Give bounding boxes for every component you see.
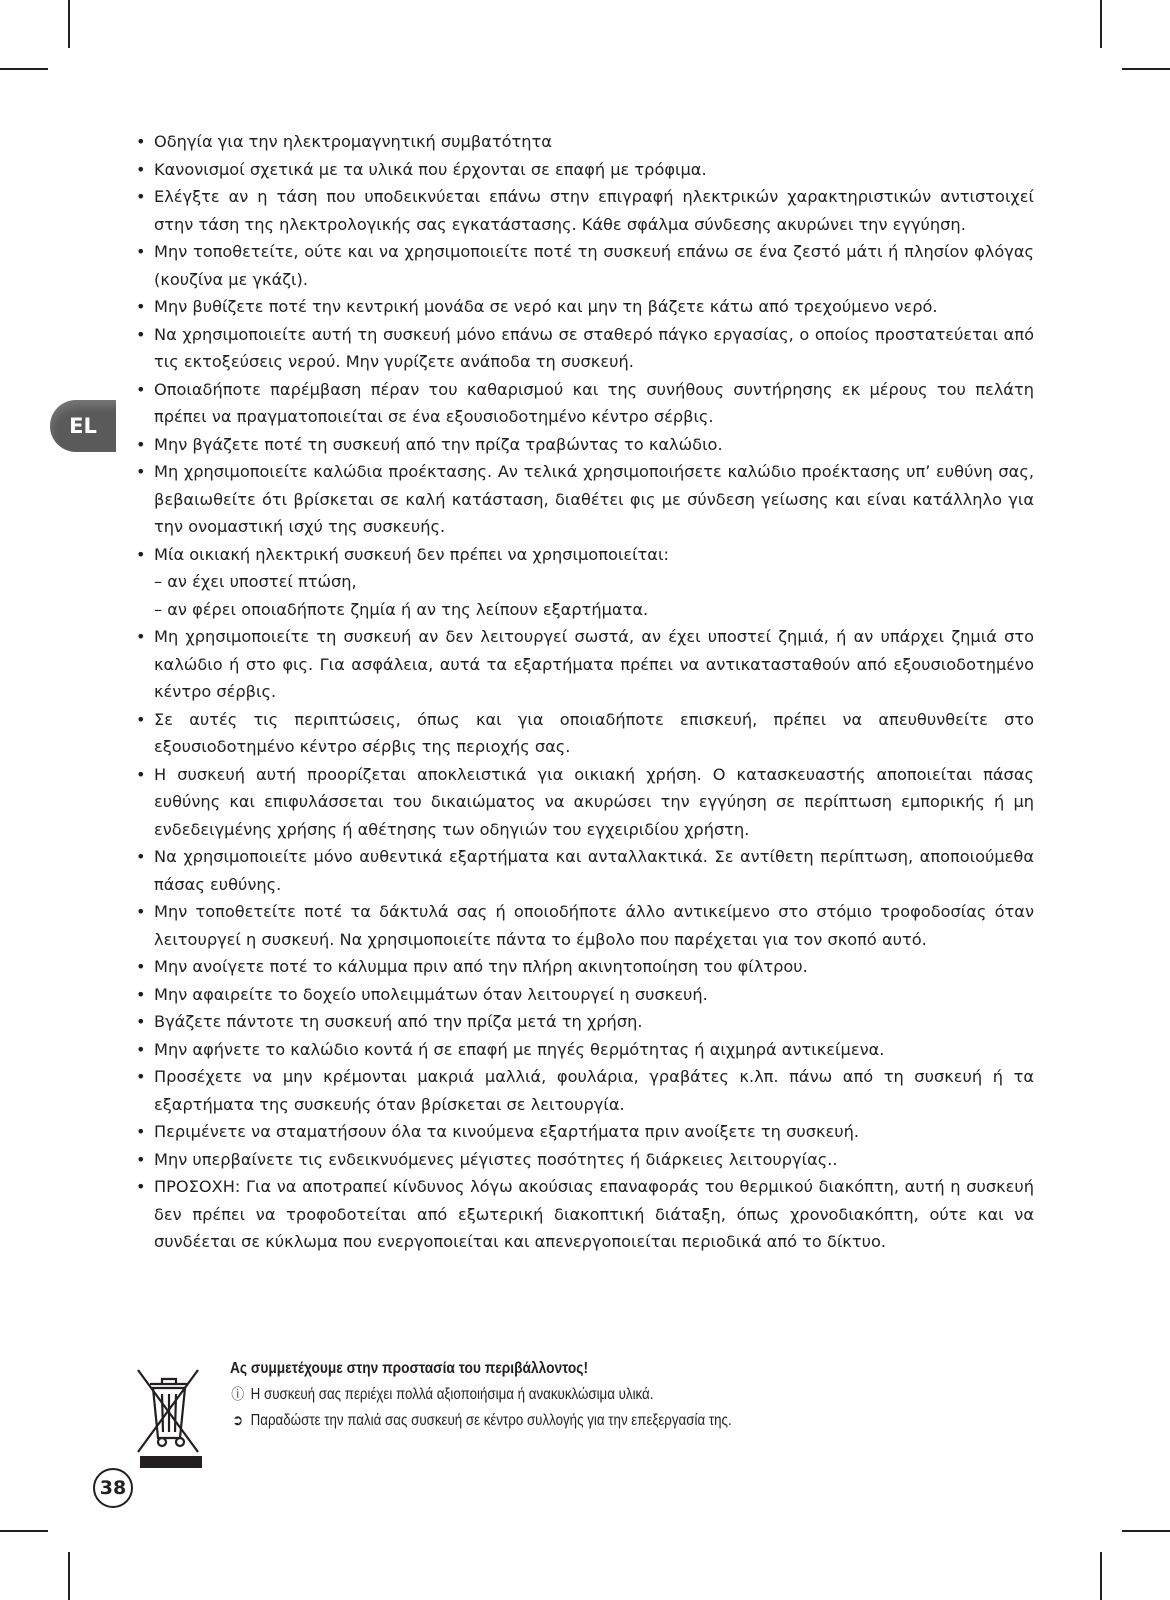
list-item: • Μην ανοίγετε ποτέ το κάλυμμα πριν από την πλήρη ακινητοποίηση του φίλτρου.: [132, 953, 1034, 981]
crop-mark: [1100, 0, 1102, 48]
bullet-list: [132, 128, 1034, 1256]
environment-title: Ας συμμετέχουμε στην προστασία του περιβάλλοντος!: [230, 1360, 589, 1377]
crop-mark: [0, 68, 48, 70]
environment-line: [230, 1382, 918, 1408]
list-item: • Μην τοποθετείτε ποτέ τα δάκτυλά σας ή οποιοδήποτε άλλο αντικείμενο στο στόμιο τροφοδοσίας όταν λειτουργεί η συσκευή. Να χρησιμοποιείτε πάντα το έμβολο που παρέχεται για τον σκοπό αυτό.: [132, 898, 1034, 953]
crop-mark: [0, 1530, 48, 1532]
list-item: • Βγάζετε πάντοτε τη συσκευή από την πρίζα μετά τη χρήση.: [132, 1008, 1034, 1036]
crop-mark: [1122, 68, 1170, 70]
list-item: • Μη χρησιμοποιείτε καλώδια προέκτασης. Αν τελικά χρησιμοποιήσετε καλώδιο προέκτασης υπ’ ευθύνη σας, βεβαιωθείτε ότι βρίσκεται σε καλή κατάσταση, διαθέτει φις με σύνδεση γείωσης και είναι κατάλληλο για την ονομαστική ισχύ της συσκευής.: [132, 458, 1034, 541]
crop-mark: [68, 0, 70, 48]
list-item: • Μην τοποθετείτε, ούτε και να χρησιμοποιείτε ποτέ τη συσκευή επάνω σε ένα ζεστό μάτι ή πλησίον φλόγας (κουζίνα με γκάζι).: [132, 238, 1034, 293]
list-item-intro: • Μία οικιακή ηλεκτρική συσκευή δεν πρέπει να χρησιμοποιείται:: [154, 544, 669, 564]
language-tab: [50, 400, 130, 452]
crossed-out-bin-icon: [132, 1356, 202, 1464]
environment-line-text: Η συσκευή σας περιέχει πολλά αξιοποιήσιμα ή ανακυκλώσιμα υλικά.: [250, 1386, 654, 1403]
list-item: • Περιμένετε να σταματήσουν όλα τα κινούμενα εξαρτήματα πριν ανοίξετε τη συσκευή.: [132, 1118, 1034, 1146]
environment-text: [230, 1356, 1030, 1434]
safety-instructions: [132, 128, 1034, 1256]
list-item: • Μην βυθίζετε ποτέ την κεντρική μονάδα σε νερό και μην τη βάζετε κάτω από τρεχούμενο νερό.: [132, 293, 1034, 321]
list-item: • Μην βγάζετε ποτέ τη συσκευή από την πρίζα τραβώντας το καλώδιο.: [132, 431, 1034, 459]
list-item: • Οδηγία για την ηλεκτρομαγνητική συμβατότητα: [132, 128, 1034, 156]
sub-item: – αν φέρει οποιαδήποτε ζημία ή αν της λείπουν εξαρτήματα.: [154, 599, 649, 619]
list-item: • Σε αυτές τις περιπτώσεις, όπως και για οποιαδήποτε επισκευή, πρέπει να απευθυνθείτε στο εξουσιοδοτημένο κέντρο σέρβις της περιοχής σας.: [132, 706, 1034, 761]
list-item: [132, 541, 1034, 624]
list-item: • Μη χρησιμοποιείτε τη συσκευή αν δεν λειτουργεί σωστά, αν έχει υποστεί ζημιά, ή αν υπάρχει ζημιά στο καλώδιο ή στο φις. Για ασφάλεια, αυτά τα εξαρτήματα πρέπει να αντικατασταθούν από εξουσιοδοτημένο κέντρο σέρβις.: [132, 623, 1034, 706]
info-circle-icon: ⓘ: [231, 1386, 245, 1403]
environment-line: [230, 1408, 918, 1434]
crop-mark: [1122, 1530, 1170, 1532]
environment-line-text: Παραδώστε την παλιά σας συσκευή σε κέντρο συλλογής για την επεξεργασία της.: [250, 1412, 732, 1429]
arrow-right-circle-icon: ➲: [232, 1412, 244, 1429]
crop-mark: [1100, 1552, 1102, 1600]
list-item: • Μην υπερβαίνετε τις ενδεικνυόμενες μέγιστες ποσότητες ή διάρκειες λειτουργίας..: [132, 1146, 1034, 1174]
list-item: • Να χρησιμοποιείτε αυτή τη συσκευή μόνο επάνω σε σταθερό πάγκο εργασίας, ο οποίος προστατεύεται από τις εκτοξεύσεις νερού. Μην γυρίζετε ανάποδα τη συσκευή.: [132, 321, 1034, 376]
page-number: 38: [93, 1468, 133, 1508]
black-bar: [140, 1456, 202, 1468]
list-item: • Ελέγξτε αν η τάση που υποδεικνύεται επάνω στην επιγραφή ηλεκτρικών χαρακτηριστικών αντιστοιχεί στην τάση της ηλεκτρολογικής σας εγκατάστασης. Κάθε σφάλμα σύνδεσης ακυρώνει την εγγύηση.: [132, 183, 1034, 238]
list-item: • Κανονισμοί σχετικά με τα υλικά που έρχονται σε επαφή με τρόφιμα.: [132, 156, 1034, 184]
list-item: • Προσέχετε να μην κρέμονται μακριά μαλλιά, φουλάρια, γραβάτες κ.λπ. πάνω από τη συσκευή ή τα εξαρτήματα της συσκευής όταν βρίσκεται σε λειτουργία.: [132, 1063, 1034, 1118]
list-item: • Η συσκευή αυτή προορίζεται αποκλειστικά για οικιακή χρήση. Ο κατασκευαστής αποποιείται πάσας ευθύνης και επιφυλάσσεται του δικαιώματος να ακυρώσει την εγγύηση σε περίπτωση εμπορικής ή μη ενδεδειγμένης χρήσης ή αθέτησης των οδηγιών του εγχειριδίου χρήστη.: [132, 761, 1034, 844]
list-item: • Μην αφήνετε το καλώδιο κοντά ή σε επαφή με πηγές θερμότητας ή αιχμηρά αντικείμενα.: [132, 1036, 1034, 1064]
list-item: • Οποιαδήποτε παρέμβαση πέραν του καθαρισμού και της συνήθους συντήρησης εκ μέρους του πελάτη πρέπει να πραγματοποιείται σε ένα εξουσιοδοτημένο κέντρο σέρβις.: [132, 376, 1034, 431]
language-code: EL: [69, 414, 97, 438]
crop-mark: [68, 1552, 70, 1600]
list-item: • Μην αφαιρείτε το δοχείο υπολειμμάτων όταν λειτουργεί η συσκευή.: [132, 981, 1034, 1009]
list-item: • ΠΡΟΣΟΧΗ: Για να αποτραπεί κίνδυνος λόγω ακούσιας επαναφοράς του θερμικού διακόπτη, αυτή η συσκευή δεν πρέπει να τροφοδοτείται από εξωτερική διακοπτική διάταξη, όπως χρονοδιακόπτη, ούτε και να συνδέεται σε κύκλωμα που ενεργοποιείται και απενεργοποιείται περιοδικά από το δίκτυο.: [132, 1173, 1034, 1256]
list-item: • Να χρησιμοποιείτε μόνο αυθεντικά εξαρτήματα και ανταλλακτικά. Σε αντίθετη περίπτωση, αποποιούμεθα πάσας ευθύνης.: [132, 843, 1034, 898]
sub-item: – αν έχει υποστεί πτώση,: [154, 572, 357, 591]
